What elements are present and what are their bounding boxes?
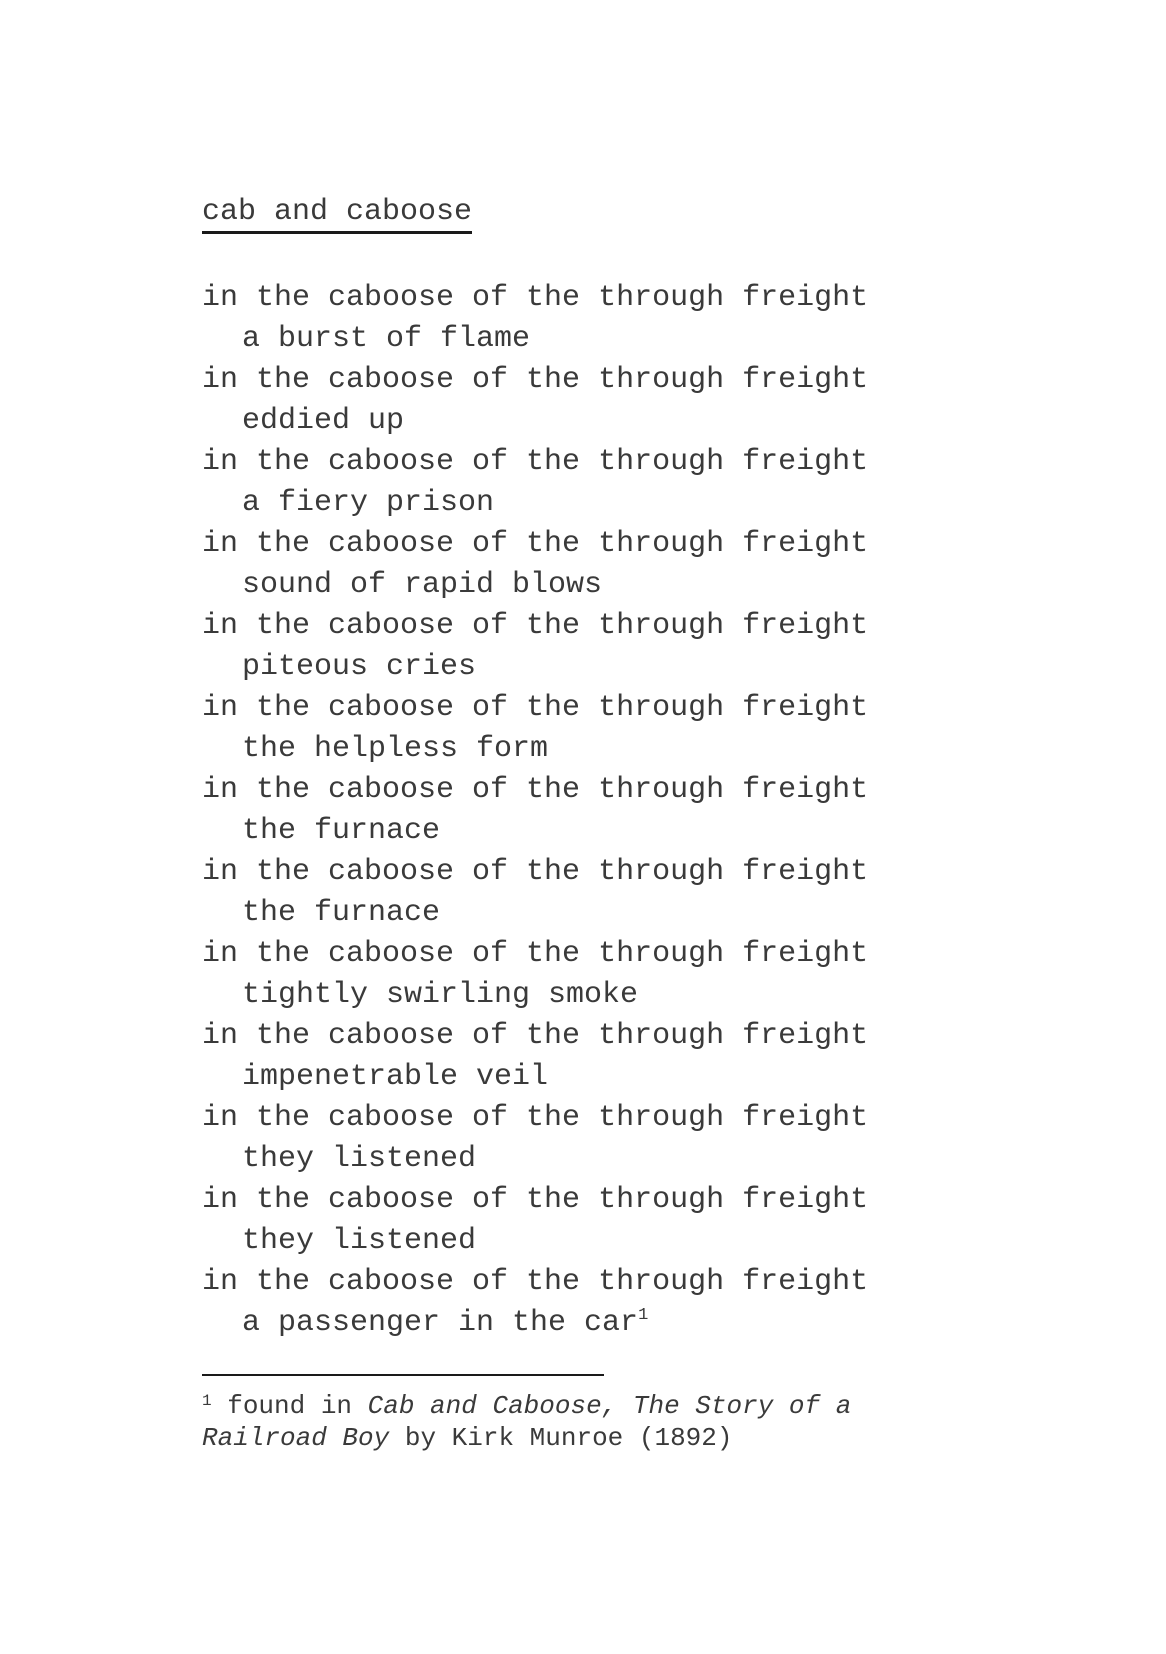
refrain-line: in the caboose of the through freight <box>202 691 869 725</box>
stanza <box>202 360 1002 442</box>
refrain-line: in the caboose of the through freight <box>202 281 869 315</box>
footnote-divider <box>202 1374 604 1376</box>
verse-line <box>202 647 1002 688</box>
verse-line <box>202 319 1002 360</box>
stanza <box>202 278 1002 360</box>
stanza <box>202 524 1002 606</box>
document-page <box>202 195 1002 1454</box>
verse-line <box>202 1303 1002 1344</box>
poem-title: cab and caboose <box>202 195 472 234</box>
verse-text: eddied up <box>242 404 405 438</box>
refrain-line: in the caboose of the through freight <box>202 1183 869 1217</box>
stanza <box>202 1016 1002 1098</box>
refrain-line: in the caboose of the through freight <box>202 1265 869 1299</box>
footnote <box>202 1390 922 1454</box>
verse-text: they listened <box>242 1224 477 1258</box>
verse-text: tightly swirling smoke <box>242 978 639 1012</box>
verse-text: a passenger in the car <box>242 1306 639 1340</box>
verse-text: the furnace <box>242 896 441 930</box>
verse-line <box>202 893 1002 934</box>
stanza <box>202 1098 1002 1180</box>
verse-line <box>202 401 1002 442</box>
verse-text: the furnace <box>242 814 441 848</box>
stanza <box>202 1262 1002 1344</box>
verse-text: piteous cries <box>242 650 477 684</box>
stanza <box>202 606 1002 688</box>
refrain-line: in the caboose of the through freight <box>202 363 869 397</box>
refrain-line: in the caboose of the through freight <box>202 855 869 889</box>
footnote-prefix: found in <box>211 1391 368 1421</box>
refrain-line: in the caboose of the through freight <box>202 445 869 479</box>
verse-line <box>202 811 1002 852</box>
footnote-reference: 1 <box>638 1306 649 1325</box>
stanza <box>202 1180 1002 1262</box>
verse-line <box>202 975 1002 1016</box>
verse-text: impenetrable veil <box>242 1060 549 1094</box>
verse-text: a fiery prison <box>242 486 495 520</box>
refrain-line: in the caboose of the through freight <box>202 527 869 561</box>
stanza <box>202 770 1002 852</box>
verse-text: a burst of flame <box>242 322 531 356</box>
footnote-book-title: Cab and Caboose, The Story of a Railroad Boy <box>202 1391 852 1453</box>
footnote-suffix: by Kirk Munroe (1892) <box>389 1423 733 1453</box>
stanza <box>202 688 1002 770</box>
refrain-line: in the caboose of the through freight <box>202 937 869 971</box>
refrain-line: in the caboose of the through freight <box>202 773 869 807</box>
verse-line <box>202 1139 1002 1180</box>
poem-body <box>202 278 1002 1344</box>
refrain-line: in the caboose of the through freight <box>202 609 869 643</box>
refrain-line: in the caboose of the through freight <box>202 1019 869 1053</box>
stanza <box>202 852 1002 934</box>
refrain-line: in the caboose of the through freight <box>202 1101 869 1135</box>
verse-line <box>202 483 1002 524</box>
verse-text: the helpless form <box>242 732 549 766</box>
verse-line <box>202 565 1002 606</box>
stanza <box>202 934 1002 1016</box>
verse-line <box>202 1057 1002 1098</box>
verse-line <box>202 1221 1002 1262</box>
verse-text: sound of rapid blows <box>242 568 603 602</box>
stanza <box>202 442 1002 524</box>
verse-line <box>202 729 1002 770</box>
footnote-marker: 1 <box>202 1392 212 1410</box>
verse-text: they listened <box>242 1142 477 1176</box>
